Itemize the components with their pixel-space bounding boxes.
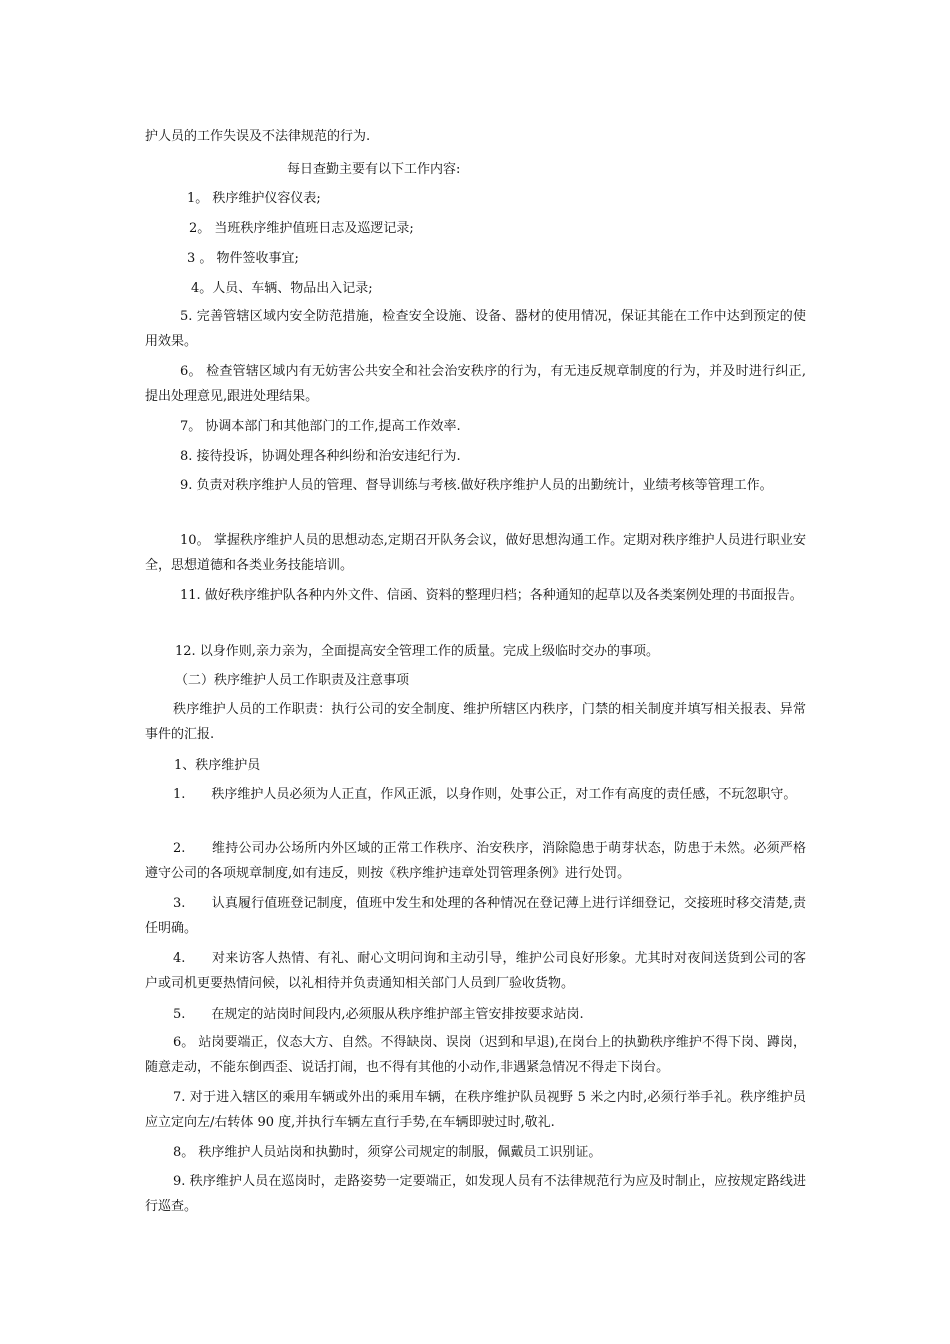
subsection-heading: 1、秩序维护员 <box>174 758 261 773</box>
list-item: 7. 对于进入辖区的乘用车辆或外出的乘用车辆，在秩序维护队员视野 5 米之内时,必须行举手礼。秩序维护员应立定向左/右转体 90 度,并执行车辆左直行手势,在车辆即驶过时,敬礼. <box>145 1090 806 1130</box>
list-item: 2。 当班秩序维护值班日志及巡逻记录; <box>189 221 414 236</box>
list-item: 5. 在规定的站岗时间段内,必须服从秩序维护部主管安排按要求站岗. <box>173 1007 584 1022</box>
list-item: 5. 完善管辖区域内安全防范措施，检查安全设施、设备、器材的使用情况，保证其能在工作中达到预定的使用效果。 <box>145 309 806 349</box>
list-item: 4. 对来访客人热情、有礼、耐心文明问询和主动引导，维护公司良好形象。尤其时对夜间送货到公司的客户或司机更要热情问候，以礼相待并负责通知相关部门人员到厂验收货物。 <box>145 951 806 991</box>
list-item: 1。 秩序维护仪容仪表; <box>187 191 321 206</box>
list-item: 2. 维持公司办公场所内外区域的正常工作秩序、治安秩序，消除隐患于萌芽状态，防患于未然。必须严格遵守公司的各项规章制度,如有违反，则按《秩序维护违章处罚管理条例》进行处罚。 <box>145 841 806 881</box>
list-item: 10。 掌握秩序维护人员的思想动态,定期召开队务会议，做好思想沟通工作。定期对秩序维护人员进行职业安全，思想道德和各类业务技能培训。 <box>145 533 806 573</box>
section-heading: （二）秩序维护人员工作职责及注意事项 <box>175 673 410 688</box>
list-item: 8。 秩序维护人员站岗和执勤时，须穿公司规定的制服，佩戴员工识别证。 <box>173 1145 602 1160</box>
list-item: 3 。 物件签收事宜; <box>187 251 299 266</box>
list-item: 7。 协调本部门和其他部门的工作,提高工作效率. <box>180 419 461 434</box>
list-item: 6。 站岗要端正，仪态大方、自然。不得缺岗、误岗（迟到和早退),在岗台上的执勤秩序维护不得下岗、蹲岗，随意走动，不能东倒西歪、说话打闹，也不得有其他的小动作,非遇紧急情况不得走下岗台。 <box>145 1035 806 1075</box>
list-item: 3. 认真履行值班登记制度，值班中发生和处理的各种情况在登记薄上进行详细登记，交接班时移交清楚,责任明确。 <box>145 896 806 936</box>
paragraph-continuation: 护人员的工作失误及不法律规范的行为. <box>145 129 371 144</box>
list-item: 11. 做好秩序维护队各种内外文件、信函、资料的整理归档；各种通知的起草以及各类案例处理的书面报告。 <box>180 588 803 603</box>
list-item: 9. 负责对秩序维护人员的管理、督导训练与考核.做好秩序维护人员的出勤统计，业绩考核等管理工作。 <box>180 478 773 493</box>
list-item: 9. 秩序维护人员在巡岗时，走路姿势一定要端正，如发现人员有不法律规范行为应及时制止，应按规定路线进行巡查。 <box>145 1174 806 1214</box>
list-item: 8. 接待投诉，协调处理各种纠纷和治安违纪行为. <box>180 449 461 464</box>
section-intro: 每日查勤主要有以下工作内容: <box>287 162 461 177</box>
list-item: 1. 秩序维护人员必须为人正直，作风正派，以身作则，处事公正，对工作有高度的责任感，不玩忽职守。 <box>173 787 797 802</box>
list-item: 6。 检查管辖区域内有无妨害公共安全和社会治安秩序的行为，有无违反规章制度的行为，并及时进行纠正,提出处理意见,跟进处理结果。 <box>145 364 806 404</box>
list-item: 12. 以身作则,亲力亲为，全面提高安全管理工作的质量。完成上级临时交办的事项。 <box>175 644 659 659</box>
list-item: 4。人员、车辆、物品出入记录; <box>191 281 373 296</box>
body-paragraph: 秩序维护人员的工作职责：执行公司的安全制度、维护所辖区内秩序，门禁的相关制度并填写相关报表、异常事件的汇报. <box>145 702 806 742</box>
